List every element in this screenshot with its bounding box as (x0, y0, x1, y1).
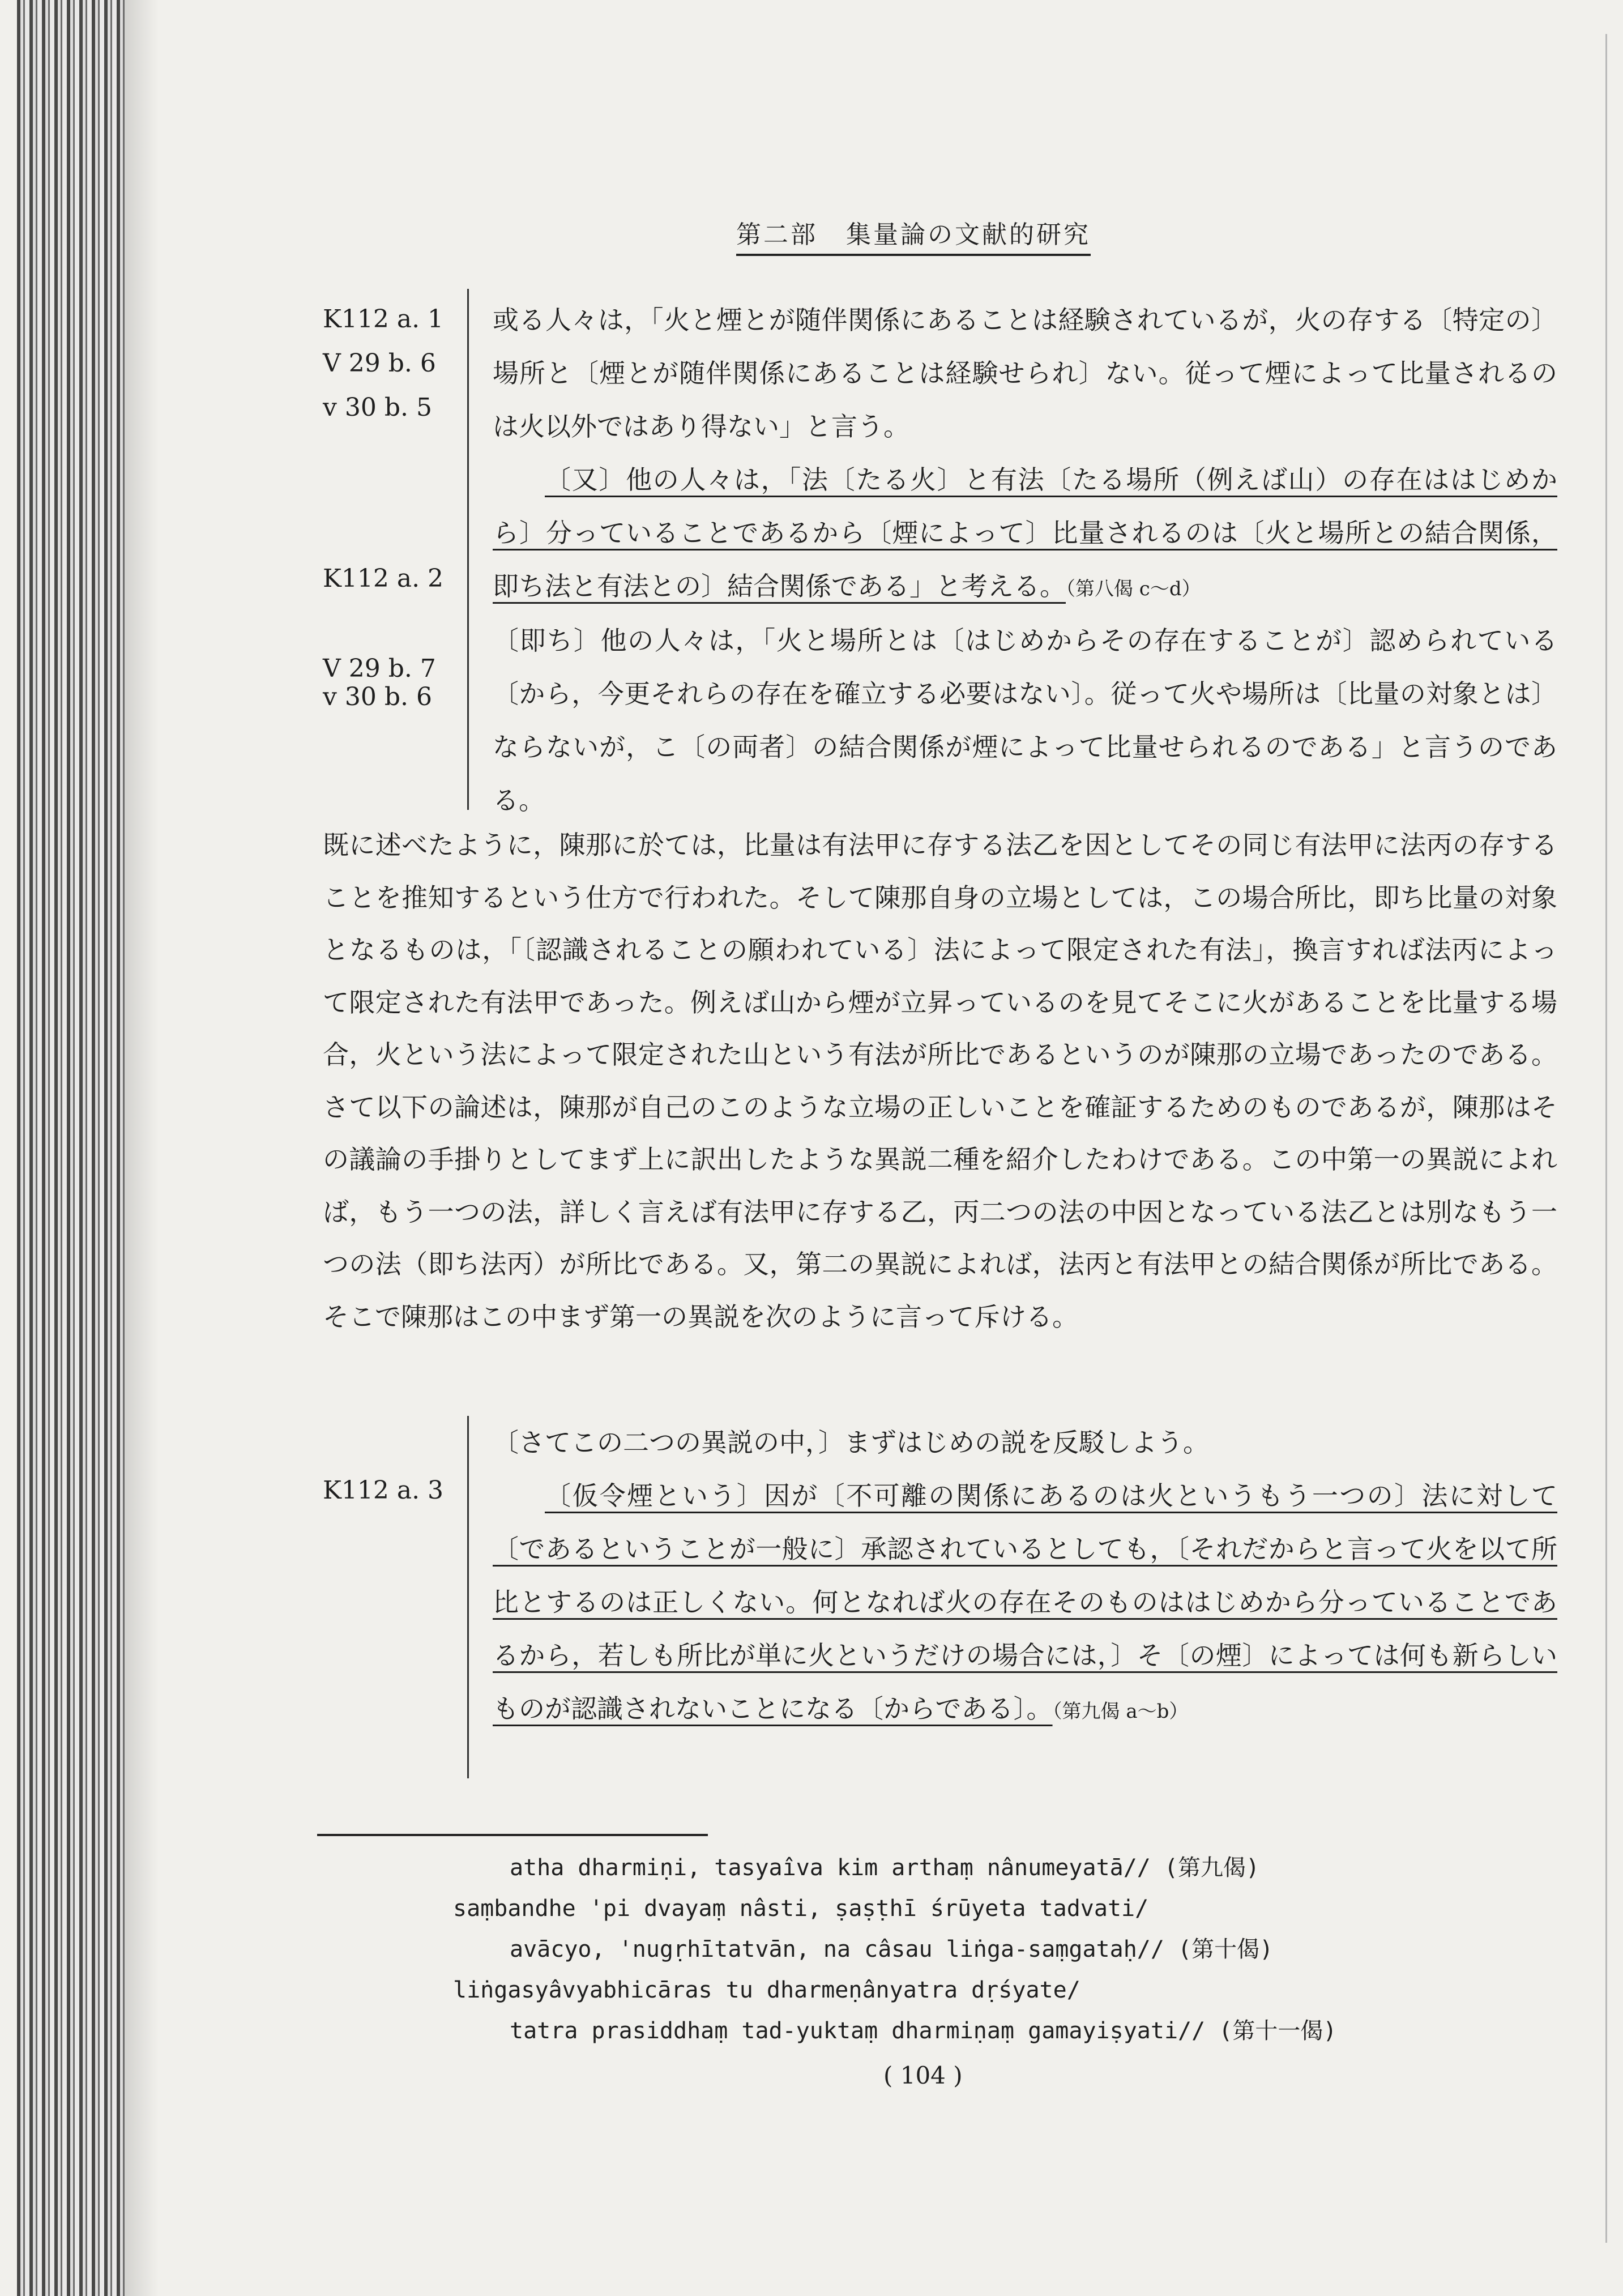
header-part: 第二部 (736, 220, 818, 249)
paragraph-opponent-1 (493, 293, 1557, 453)
paragraph-refutation-intro (493, 1416, 1557, 1469)
ref-line: K112 a. 3 (323, 1476, 444, 1505)
footnote-line: saṃbandhe 'pi dvayaṃ nâsti, ṣaṣṭhī śrūyeta tadvati/ (453, 1896, 1149, 1922)
spine-gradient (125, 0, 159, 2296)
margin-refs-3 (323, 655, 436, 711)
margin-refs-2 (323, 562, 443, 596)
text-main: 既に述べたように，陳那に於ては，比量は有法甲に存する法乙を因としてその同じ有法甲に法丙の存することを推知するという仕方で行われた。そして陳那自身の立場としては，この場合所比，即ち比量の対象となるものは，「〔認識されることの願われている〕法によって限定された有法」，換言すれば法丙によって限定された有法甲であった。例えば山から煙が立昇っているのを見てそこに火があることを比量する場合，火という法によって限定された山という有法が所比であるというのが陳那の立場であったのである。さて以下の論述は，陳那が自己のこのような立場の正しいことを確証するためのものであるが，陳那はその議論の手掛りとしてまず上に訳出したような異説二種を紹介したわけである。この中第一の異説によれば，もう一つの法，詳しく言えば有法甲に存する乙，丙二つの法の中因となっている法乙とは別なもう一つの法（即ち法丙）が所比である。又，第二の異説によれば，法丙と有法甲との結合関係が所比である。そこで陳那はこの中まず第一の異説を次のように言って斥ける。 (323, 830, 1558, 1332)
ref-line: K112 a. 2 (323, 564, 444, 593)
text-p1: 或る人々は，「火と煙とが随伴関係にあることは経験されているが，火の存する〔特定の〕場所と〔煙とが随伴関係にあることは経験せられ〕ない。従って煙によって比量されるのは火以外ではあり得ない」と言う。 (493, 305, 1557, 442)
page-edge-line (1605, 34, 1607, 2243)
text-p4: 〔さてこの二つの異説の中，〕まずはじめの説を反駁しよう。 (493, 1427, 1209, 1458)
paragraph-main-commentary (323, 819, 1557, 1343)
text-p5-underlined: 〔仮令煙という〕因が〔不可離の関係にあるのは火というもう一つの〕法に対して〔であるということが一般に〕承認されているとしても，〔それだからと言って火を以て所比とするのは正しくない。何となれば火の存在そのものははじめから分っていることであるから，若しも所比が単に火というだけの場合には，〕そ〔の煙〕によっては何も新らしいものが認識されないことになる〔からである〕。 (493, 1480, 1558, 1724)
header-title: 集量論の文献的研究 (846, 220, 1091, 249)
ref-line: v 30 b. 6 (323, 682, 432, 711)
text-p3: 〔即ち〕他の人々は，「火と場所とは〔はじめからその存在することが〕認められている〔から，今更それらの存在を確立する必要はない〕。従って火や場所は〔比量の対象とは〕ならないが，こ〔の両者〕の結合関係が煙によって比量せられるのである」と言うのである。 (493, 625, 1557, 816)
paragraph-opponent-explanation (493, 614, 1557, 827)
footnote-line: tatra prasiddhaṃ tad-yuktaṃ dharmiṇaṃ gamayiṣyati// (第十一偈) (510, 2018, 1337, 2044)
paragraph-refutation (493, 1469, 1557, 1738)
footnote-line: atha dharmiṇi, tasyaîva kim arthaṃ nânumeyatā// (第九偈) (510, 1855, 1260, 1881)
margin-refs-1 (323, 297, 443, 430)
margin-refs-4 (323, 1474, 443, 1508)
text-p5-verse-ref: （第九偈 a〜b） (1052, 1700, 1189, 1723)
bracket-line-1 (467, 289, 469, 810)
text-p2-verse-ref: （第八偈 c〜d） (1066, 578, 1201, 600)
paragraph-opponent-2 (493, 453, 1557, 616)
running-header (736, 214, 1091, 256)
book-spine-shadow (17, 0, 125, 2296)
footnote-line: liṅgasyâvyabhicāras tu dharmeṇânyatra dṛśyate/ (453, 1977, 1080, 2003)
footnote-line: avācyo, 'nugṛhītatvān, na câsau liṅga-saṃgataḥ// (第十偈) (510, 1936, 1274, 1962)
ref-line: v 30 b. 5 (323, 393, 432, 422)
ref-line: V 29 b. 7 (323, 654, 436, 683)
ref-line: V 29 b. 6 (323, 349, 436, 378)
ref-line: K112 a. 1 (323, 305, 444, 334)
footnote-rule (317, 1834, 708, 1836)
text-p2-underlined: 〔又〕他の人々は，「法〔たる火〕と有法〔たる場所（例えば山）の存在ははじめから〕分っていることであるから〔煙によって〕比量されるのは〔火と場所との結合関係，即ち法と有法との〕結合関係である」と考える。 (493, 464, 1557, 601)
page-number: ( 104 ) (883, 2062, 963, 2089)
bracket-line-2 (467, 1416, 469, 1778)
